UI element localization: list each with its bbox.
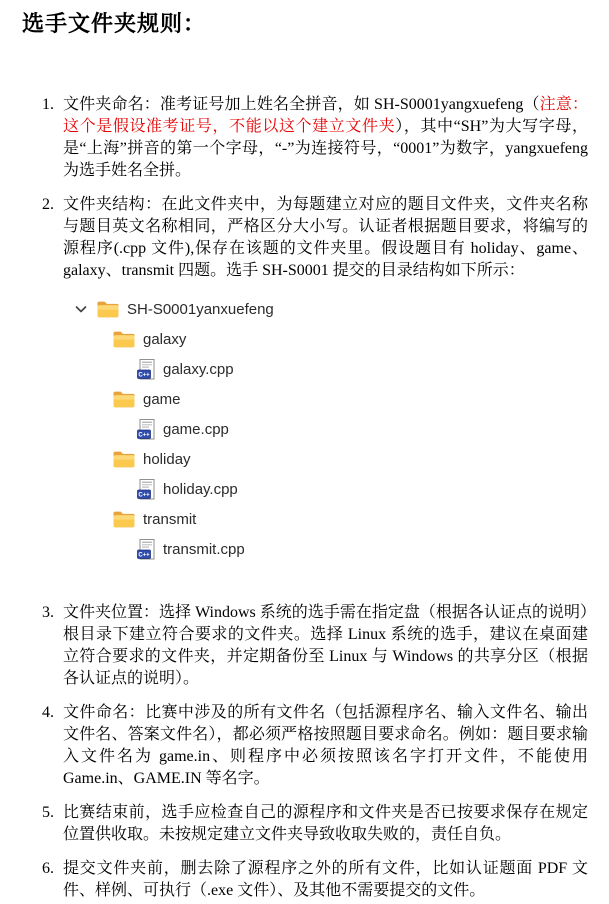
rule-number: 6. <box>42 860 54 877</box>
rule-text: 比赛结束前，选手应检查自己的源程序和文件夹是否已按要求保存在规定位置供收取。未按规定建立文件夹导致收取失败的，责任自负。 <box>63 804 588 843</box>
rule-item <box>22 802 588 846</box>
chevron-down-icon <box>75 305 97 314</box>
rules-list-top <box>22 94 588 282</box>
rule-text-red-note: 注意：这个是假设准考证号，不能以这个建立文件夹 <box>63 96 588 135</box>
file-name: galaxy.cpp <box>163 360 234 378</box>
rule-item <box>22 702 588 790</box>
folder-icon <box>113 510 135 528</box>
tree-row <box>75 414 588 444</box>
rule-number: 2. <box>42 196 54 213</box>
tree-row <box>75 384 588 414</box>
rule-text: 文件夹结构：在此文件夹中，为每题建立对应的题目文件夹，文件夹名称与题目英文名称相同，严格区分大小写。认证者根据题目要求，将编写的源程序(.cpp 文件),保存在该题的文件夹里。假设题目有 holiday、game、galaxy、transmit 四题。选手 SH-S0001 提交的目录结构如下所示： <box>63 196 588 279</box>
file-name: holiday.cpp <box>163 480 238 498</box>
rule-item <box>22 194 588 282</box>
folder-icon <box>97 300 119 318</box>
tree-row <box>75 294 588 324</box>
rule-number: 3. <box>42 604 54 621</box>
cpp-file-icon <box>137 479 155 500</box>
folder-icon <box>113 390 135 408</box>
rule-number: 1. <box>42 96 54 113</box>
folder-icon <box>113 330 135 348</box>
tree-row <box>75 504 588 534</box>
folder-tree <box>75 294 588 564</box>
rule-item <box>22 602 588 690</box>
rule-number: 4. <box>42 704 54 721</box>
tree-row <box>75 534 588 564</box>
rules-list-bottom <box>22 602 588 902</box>
folder-name: holiday <box>143 450 191 468</box>
folder-name: galaxy <box>143 330 187 348</box>
rule-text: 文件夹位置：选择 Windows 系统的选手需在指定盘（根据各认证点的说明）根目录下建立符合要求的文件夹。选择 Linux 系统的选手，建议在桌面建立符合要求的文件夹，并定期备份至 Linux 与 Windows 的共享分区（根据各认证点的说明）。 <box>63 604 588 687</box>
rule-text: 提交文件夹前，删去除了源程序之外的所有文件，比如认证题面 PDF 文件、样例、可执行（.exe 文件）、及其他不需要提交的文件。 <box>63 860 588 899</box>
folder-name: SH-S0001yanxuefeng <box>127 300 274 318</box>
cpp-badge-label: C++ <box>138 552 150 559</box>
cpp-badge-label: C++ <box>138 432 150 439</box>
tree-row <box>75 324 588 354</box>
cpp-file-icon <box>137 539 155 560</box>
file-name: game.cpp <box>163 420 229 438</box>
cpp-file-icon <box>137 359 155 380</box>
folder-name: transmit <box>143 510 197 528</box>
rule-text: 文件夹命名：准考证号加上姓名全拼音，如 SH-S0001yangxuefeng（ <box>63 96 540 113</box>
tree-row <box>75 444 588 474</box>
rule-item <box>22 94 588 182</box>
folder-icon <box>113 450 135 468</box>
folder-name: game <box>143 390 181 408</box>
rule-text: ），其中“SH”为大写字母，是“上海”拼音的第一个字母，“-”为连接符号，“0001”为数字，yangxuefeng 为选手姓名全拼。 <box>63 118 588 179</box>
rule-text: 文件命名：比赛中涉及的所有文件名（包括源程序名、输入文件名、输出文件名、答案文件名），都必须严格按照题目要求命名。例如：题目要求输入文件名为 game.in、则程序中必须按照该名字打开文件，不能使用 Game.in、GAME.IN 等名字。 <box>63 704 588 787</box>
file-name: transmit.cpp <box>163 540 245 558</box>
tree-row <box>75 474 588 504</box>
cpp-file-icon <box>137 419 155 440</box>
rule-item <box>22 858 588 902</box>
rule-number: 5. <box>42 804 54 821</box>
tree-row <box>75 354 588 384</box>
cpp-badge-label: C++ <box>138 372 150 379</box>
cpp-badge-label: C++ <box>138 492 150 499</box>
page-title: 选手文件夹规则： <box>22 12 207 37</box>
